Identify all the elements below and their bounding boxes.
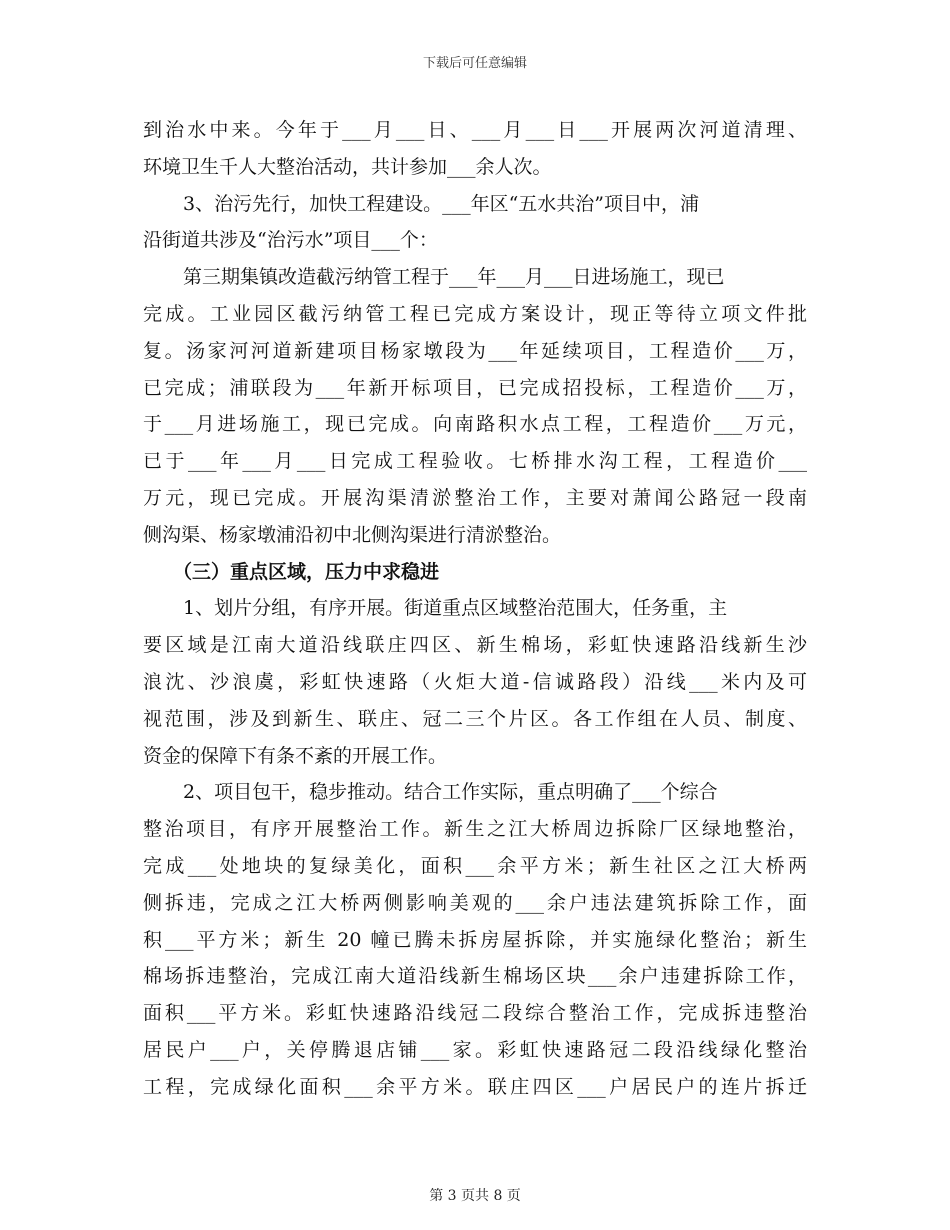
paragraph-line: 面积___平方米。彩虹快速路沿线冠二段综合整治工作，完成拆违整治 [143,1002,807,1025]
paragraph-line: 到治水中来。今年于___月___日、___月___日___开展两次河道清理、 [143,119,807,141]
paragraph-line: 沿街道共涉及“治污水”项目___个： [143,229,438,252]
paragraph-line: 浪沈、沙浪虞，彩虹快速路（火炬大道-信诚路段）沿线___米内及可 [143,670,807,693]
paragraph-line: 3、治污先行，加快工程建设。___年区“五水共治”项目中，浦 [183,192,700,215]
paragraph-line: 视范围，涉及到新生、联庄、冠二三个片区。各工作组在人员、制度、 [143,707,807,730]
paragraph-line: 于___月进场施工，现已完成。向南路积水点工程，工程造价___万元， [143,413,807,436]
paragraph-line: 侧沟渠、杨家墩浦沿初中北侧沟渠进行清淤整治。 [143,523,562,546]
paragraph-line: 第三期集镇改造截污纳管工程于___年___月___日进场施工，现已 [183,266,725,289]
paragraph-line: 完成___处地块的复绿美化，面积___余平方米；新生社区之江大桥两 [143,854,807,877]
paragraph-line: 棉场拆违整治，完成江南大道沿线新生棉场区块___余户违建拆除工作， [143,965,807,988]
paragraph-line: 复。汤家河河道新建项目杨家墩段为___年延续项目，工程造价___万， [143,339,807,362]
document-body [143,112,807,1106]
paragraph-line: 侧拆违，完成之江大桥两侧影响美观的___余户违法建筑拆除工作，面 [143,891,807,914]
paragraph-line: 居民户___户，关停腾退店铺___家。彩虹快速路冠二段沿线绿化整治 [143,1038,807,1061]
paragraph-line: 要区域是江南大道沿线联庄四区、新生棉场，彩虹快速路沿线新生沙 [143,634,807,657]
paragraph-line: 积___平方米；新生 20 幢已腾未拆房屋拆除，并实施绿化整治；新生 [143,928,807,951]
paragraph-line: 2、项目包干，稳步推动。结合工作实际，重点明确了___个综合 [183,781,718,804]
paragraph-line: 已于___年___月___日完成工程验收。七桥排水沟工程，工程造价___ [143,450,807,473]
page-header: 下载后可任意编辑 [422,56,527,71]
section-heading: （三）重点区域，压力中求稳进 [173,560,440,583]
paragraph-line: 整治项目，有序开展整治工作。新生之江大桥周边拆除厂区绿地整治， [143,818,807,841]
paragraph-line: 资金的保障下有条不紊的开展工作。 [143,744,448,767]
paragraph-line: 环境卫生千人大整治活动，共计参加___余人次。 [143,155,552,178]
paragraph-line: 1、划片分组，有序开展。街道重点区域整治范围大，任务重，主 [183,597,728,620]
paragraph-line: 完成。工业园区截污纳管工程已完成方案设计，现正等待立项文件批 [143,302,807,325]
page-number: 第 3 页共 8 页 [429,1188,521,1204]
paragraph-line: 万元，现已完成。开展沟渠清淤整治工作，主要对萧闻公路冠一段南 [143,486,807,509]
paragraph-line: 工程，完成绿化面积___余平方米。联庄四区___户居民户的连片拆迁 [143,1075,807,1098]
paragraph-line: 已完成；浦联段为___年新开标项目，已完成招投标，工程造价___万， [143,376,807,399]
